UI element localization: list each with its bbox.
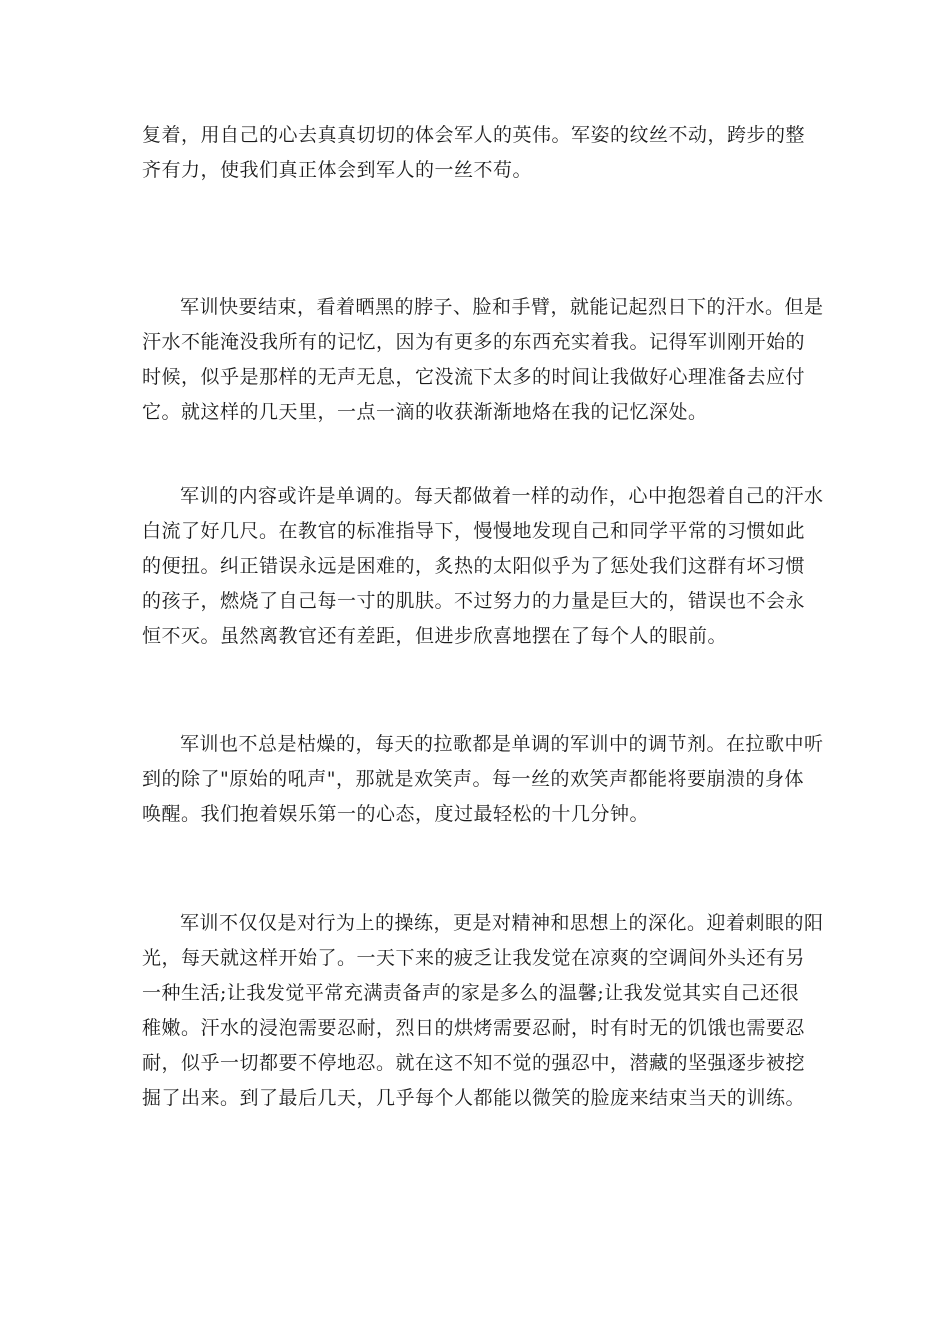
paragraph-line: 军训也不总是枯燥的，每天的拉歌都是单调的军训中的调节剂。在拉歌中听: [180, 733, 824, 755]
paragraph-3: [142, 479, 822, 654]
paragraph-line: 军训快要结束，看着晒黑的脖子、脸和手臂，就能记起烈日下的汗水。但是: [180, 296, 824, 318]
paragraph-line: 恒不灭。虽然离教官还有差距，但进步欣喜地摆在了每个人的眼前。: [142, 625, 728, 647]
paragraph-line: 唤醒。我们抱着娱乐第一的心态，度过最轻松的十几分钟。: [142, 803, 650, 825]
paragraph-1: [142, 118, 822, 188]
paragraph-line: 稚嫩。汗水的浸泡需要忍耐，烈日的烘烤需要忍耐，时有时无的饥饿也需要忍: [142, 1017, 806, 1039]
paragraph-line: 复着，用自己的心去真真切切的体会军人的英伟。军姿的纹丝不动，跨步的整: [142, 124, 806, 146]
paragraph-line: 它。就这样的几天里，一点一滴的收获渐渐地烙在我的记忆深处。: [142, 401, 708, 423]
paragraph-line: 军训的内容或许是单调的。每天都做着一样的动作，心中抱怨着自己的汗水: [180, 485, 824, 507]
paragraph-line: 掘了出来。到了最后几天，几乎每个人都能以微笑的脸庞来结束当天的训练。: [142, 1087, 806, 1109]
paragraph-line: 耐，似乎一切都要不停地忍。就在这不知不觉的强忍中，潜藏的坚强逐步被挖: [142, 1052, 806, 1074]
paragraph-line: 的便扭。纠正错误永远是困难的，炙热的太阳似乎为了惩处我们这群有坏习惯: [142, 555, 806, 577]
paragraph-line: 的孩子，燃烧了自己每一寸的肌肤。不过努力的力量是巨大的，错误也不会永: [142, 590, 806, 612]
paragraph-line: 军训不仅仅是对行为上的操练，更是对精神和思想上的深化。迎着刺眼的阳: [180, 912, 824, 934]
paragraph-5: [142, 906, 822, 1116]
paragraph-line: 时候，似乎是那样的无声无息，它没流下太多的时间让我做好心理准备去应付: [142, 366, 806, 388]
paragraph-2: [142, 290, 822, 430]
paragraph-line: 汗水不能淹没我所有的记忆，因为有更多的东西充实着我。记得军训刚开始的: [142, 331, 806, 353]
paragraph-line: 光，每天就这样开始了。一天下来的疲乏让我发觉在凉爽的空调间外头还有另: [142, 947, 806, 969]
paragraph-line: 到的除了"原始的吼声"，那就是欢笑声。每一丝的欢笑声都能将要崩溃的身体: [142, 768, 804, 790]
paragraph-4: [142, 727, 822, 832]
paragraph-line: 齐有力，使我们真正体会到军人的一丝不苟。: [142, 159, 533, 181]
paragraph-line: 一种生活;让我发觉平常充满责备声的家是多么的温馨;让我发觉其实自己还很: [142, 982, 800, 1004]
paragraph-line: 白流了好几尺。在教官的标准指导下，慢慢地发现自己和同学平常的习惯如此: [142, 520, 806, 542]
